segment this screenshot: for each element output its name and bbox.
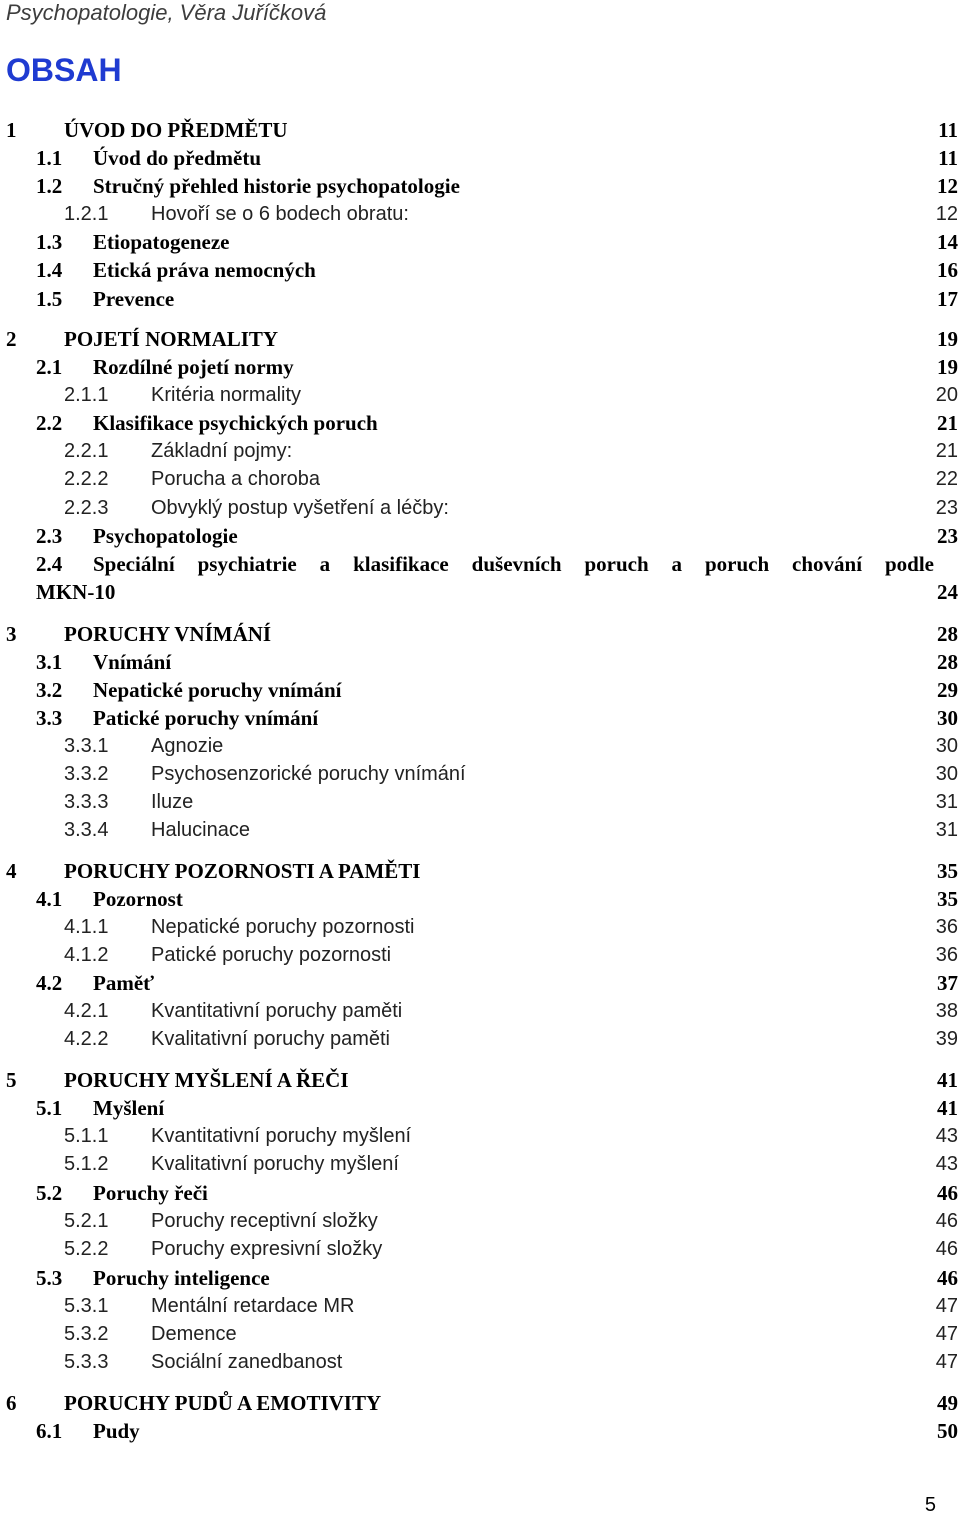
toc-entry bbox=[0, 1066, 960, 1094]
toc-entry-title: Kritéria normality bbox=[151, 384, 302, 406]
toc-entry-page: 47 bbox=[935, 1295, 958, 1317]
toc-entry-title: Demence bbox=[151, 1323, 237, 1345]
toc-entry-number: 3 bbox=[6, 622, 17, 646]
toc-entry-title: Vnímání bbox=[93, 650, 172, 674]
toc-entry-number: 2.2.3 bbox=[64, 497, 109, 519]
toc-entry bbox=[0, 381, 960, 409]
toc-title: OBSAH bbox=[6, 52, 122, 88]
toc-entry-number: 4.2.2 bbox=[64, 1028, 109, 1050]
toc-entry-page: 37 bbox=[937, 971, 958, 995]
toc-entry-number: 6.1 bbox=[36, 1419, 63, 1443]
toc-entry-page: 28 bbox=[937, 650, 958, 674]
toc-entry-page: 43 bbox=[935, 1153, 958, 1175]
toc-entry-number: 6 bbox=[6, 1391, 17, 1415]
toc-entry-page: 16 bbox=[937, 258, 958, 282]
toc-entry bbox=[0, 969, 960, 997]
toc-entry-title: Obvyklý postup vyšetření a léčby: bbox=[151, 497, 449, 519]
toc-entry-title: Kvantitativní poruchy paměti bbox=[151, 1000, 403, 1022]
toc-entry-number: 5.2.1 bbox=[64, 1210, 109, 1232]
toc-entry bbox=[0, 116, 960, 144]
toc-entry-number: 2.1 bbox=[36, 355, 63, 379]
toc-entry-page: 20 bbox=[935, 384, 958, 406]
toc-entry-number: 2.2 bbox=[36, 411, 63, 435]
toc-entry-number: 2.1.1 bbox=[64, 384, 109, 406]
toc-entry-number: 1.2 bbox=[36, 174, 63, 198]
toc-entry-number: 5.1.2 bbox=[64, 1153, 109, 1175]
toc-entry-title: PORUCHY PUDŮ A EMOTIVITY bbox=[64, 1391, 382, 1415]
toc-entry-title: Psychopatologie bbox=[93, 524, 238, 548]
toc-entry-title: Halucinace bbox=[151, 819, 250, 841]
toc-entry bbox=[0, 1264, 960, 1292]
toc-entry-title: PORUCHY VNÍMÁNÍ bbox=[64, 622, 272, 646]
toc-entry-number: 4.1 bbox=[36, 887, 63, 911]
toc-entry-number: 4.1.1 bbox=[64, 916, 109, 938]
toc-entry-page: 23 bbox=[937, 524, 958, 548]
toc-entry-number: 4.2 bbox=[36, 971, 63, 995]
toc-entry bbox=[0, 1320, 960, 1348]
toc-entry bbox=[0, 1122, 960, 1150]
toc-entry bbox=[0, 409, 960, 437]
toc-entry-title: Hovoří se o 6 bodech obratu: bbox=[151, 203, 409, 225]
toc-entry-page: 29 bbox=[937, 678, 958, 702]
toc-entry-number: 5 bbox=[6, 1068, 17, 1092]
toc-entry-page: 46 bbox=[937, 1181, 958, 1205]
toc-entry-title: Rozdílné pojetí normy bbox=[93, 355, 294, 379]
toc-entry-page: 31 bbox=[935, 791, 958, 813]
toc-entry bbox=[0, 1094, 960, 1122]
toc-entry-page: 19 bbox=[937, 355, 958, 379]
toc-entry-page: 43 bbox=[935, 1125, 958, 1147]
toc-entry-title: Klasifikace psychických poruch bbox=[93, 411, 378, 435]
toc-entry bbox=[0, 256, 960, 284]
toc-entry bbox=[0, 1025, 960, 1053]
toc-entry-page: 30 bbox=[935, 763, 958, 785]
toc-entry-title: ÚVOD DO PŘEDMĚTU bbox=[64, 118, 288, 142]
toc-entry bbox=[0, 1292, 960, 1320]
toc-entry-number: 2.4 bbox=[36, 552, 63, 576]
toc-entry-number: 3.2 bbox=[36, 678, 63, 702]
toc-entry-title: Kvalitativní poruchy paměti bbox=[151, 1028, 391, 1050]
toc-entry bbox=[0, 465, 960, 493]
toc-entry-title: Poruchy řeči bbox=[93, 1181, 208, 1205]
toc-entry bbox=[0, 494, 960, 522]
toc-entry-number: 4.2.1 bbox=[64, 1000, 109, 1022]
toc-entry-page: 46 bbox=[935, 1210, 958, 1232]
toc-entry-title: Kvantitativní poruchy myšlení bbox=[151, 1125, 412, 1147]
toc-entry-page: 31 bbox=[935, 819, 958, 841]
toc-entry bbox=[0, 1389, 960, 1417]
running-header: Psychopatologie, Věra Juříčková bbox=[6, 0, 327, 25]
toc-entry-title: Poruchy inteligence bbox=[93, 1266, 270, 1290]
toc-entry-number: 2.2.2 bbox=[64, 468, 109, 490]
toc-entry-page: 30 bbox=[935, 735, 958, 757]
toc-entry-title: Kvalitativní poruchy myšlení bbox=[151, 1153, 399, 1175]
toc-entry-title: Pozornost bbox=[93, 887, 183, 911]
toc-entry-number: 3.3.4 bbox=[64, 819, 109, 841]
toc-entry bbox=[0, 437, 960, 465]
toc-entry-title: Poruchy expresivní složky bbox=[151, 1238, 383, 1260]
toc-entry-number: 5.1 bbox=[36, 1096, 63, 1120]
toc-entry-title: Myšlení bbox=[93, 1096, 165, 1120]
toc-entry-page: 46 bbox=[937, 1266, 958, 1290]
toc-entry-page: 41 bbox=[937, 1068, 958, 1092]
toc-entry-title: Mentální retardace MR bbox=[151, 1295, 355, 1317]
toc-entry-page: 21 bbox=[935, 440, 958, 462]
toc-entry-number: 1.5 bbox=[36, 287, 63, 311]
toc-entry bbox=[0, 704, 960, 732]
toc-entry-page: 23 bbox=[935, 497, 958, 519]
toc-entry-title: Stručný přehled historie psychopatologie bbox=[93, 174, 460, 198]
toc-entry bbox=[0, 325, 960, 353]
toc-entry-title: Speciální psychiatrie a klasifikace duševních poruch a poruch chování podle bbox=[93, 552, 934, 576]
toc-entry-page: 50 bbox=[937, 1419, 958, 1443]
toc-entry-number: 5.3 bbox=[36, 1266, 63, 1290]
toc-entry-title: POJETÍ NORMALITY bbox=[64, 327, 279, 351]
toc-entry-page: 28 bbox=[937, 622, 958, 646]
toc-entry-number: 2 bbox=[6, 327, 17, 351]
toc-entry bbox=[0, 760, 960, 788]
toc-entry-page: 11 bbox=[938, 146, 958, 170]
toc-entry-page: 19 bbox=[937, 327, 958, 351]
toc-entry-page: 49 bbox=[937, 1391, 958, 1415]
toc-entry-title: Agnozie bbox=[151, 735, 224, 757]
toc-entry-number: 5.2 bbox=[36, 1181, 63, 1205]
toc-entry-page: 46 bbox=[935, 1238, 958, 1260]
toc-entry-page: 35 bbox=[937, 887, 958, 911]
toc-entry bbox=[0, 732, 960, 760]
toc-entry-number: 1.4 bbox=[36, 258, 63, 282]
toc-entry-page: 24 bbox=[937, 580, 958, 604]
toc-entry-number: 3.3.3 bbox=[64, 791, 109, 813]
toc-entry-title: Poruchy receptivní složky bbox=[151, 1210, 378, 1232]
toc-entry-page: 47 bbox=[935, 1351, 958, 1373]
toc-entry bbox=[0, 550, 960, 578]
toc-entry-number: 5.3.3 bbox=[64, 1351, 109, 1373]
toc-entry-number: 4.1.2 bbox=[64, 944, 109, 966]
toc-entry bbox=[0, 285, 960, 313]
toc-entry-page: 41 bbox=[937, 1096, 958, 1120]
toc-entry-number: 4 bbox=[6, 859, 17, 883]
toc-entry bbox=[0, 885, 960, 913]
toc-entry-title: Pudy bbox=[93, 1419, 140, 1443]
toc-entry-page: 14 bbox=[937, 230, 958, 254]
toc-entry-title: Psychosenzorické poruchy vnímání bbox=[151, 763, 466, 785]
toc-entry-page: 21 bbox=[937, 411, 958, 435]
toc-entry-continuation bbox=[0, 578, 960, 606]
toc-entry-page: 11 bbox=[938, 118, 958, 142]
toc-entry bbox=[0, 1150, 960, 1178]
toc-entry-title: Základní pojmy: bbox=[151, 440, 293, 462]
toc-entry bbox=[0, 200, 960, 228]
toc-entry-number: 3.3 bbox=[36, 706, 63, 730]
toc-entry bbox=[0, 620, 960, 648]
toc-entry-page: 38 bbox=[935, 1000, 958, 1022]
toc-entry bbox=[0, 1207, 960, 1235]
toc-entry-page: 22 bbox=[935, 468, 958, 490]
toc-entry bbox=[0, 648, 960, 676]
toc-entry-title-continuation: MKN-10 bbox=[36, 580, 116, 604]
toc-entry bbox=[0, 913, 960, 941]
toc-entry-title: PORUCHY MYŠLENÍ A ŘEČI bbox=[64, 1068, 349, 1092]
toc-entry-title: Prevence bbox=[93, 287, 175, 311]
toc-entry-number: 3.3.2 bbox=[64, 763, 109, 785]
page-number: 5 bbox=[924, 1494, 936, 1516]
toc-entry-page: 39 bbox=[935, 1028, 958, 1050]
toc-entry-title: Patické poruchy pozornosti bbox=[151, 944, 392, 966]
toc-entry-number: 5.3.1 bbox=[64, 1295, 109, 1317]
toc-entry bbox=[0, 353, 960, 381]
toc-entry-title: Iluze bbox=[151, 791, 194, 813]
toc-entry-title: Nepatické poruchy pozornosti bbox=[151, 916, 415, 938]
toc-entry bbox=[0, 857, 960, 885]
toc-entry-title: Nepatické poruchy vnímání bbox=[93, 678, 342, 702]
toc-entry-number: 5.2.2 bbox=[64, 1238, 109, 1260]
toc-entry-title: Etiopatogeneze bbox=[93, 230, 230, 254]
toc-entry-page: 17 bbox=[937, 287, 958, 311]
toc-entry bbox=[0, 1348, 960, 1376]
toc-entry-title: Úvod do předmětu bbox=[93, 146, 262, 170]
toc-entry bbox=[0, 1417, 960, 1445]
toc-entry bbox=[0, 228, 960, 256]
toc-entry bbox=[0, 1235, 960, 1263]
toc-entry-page: 36 bbox=[935, 944, 958, 966]
toc-entry-number: 5.1.1 bbox=[64, 1125, 109, 1147]
toc-entry bbox=[0, 522, 960, 550]
toc-entry-number: 1.2.1 bbox=[64, 203, 109, 225]
toc-entry-title: Porucha a choroba bbox=[151, 468, 321, 490]
toc-entry-number: 5.3.2 bbox=[64, 1323, 109, 1345]
toc-entry bbox=[0, 816, 960, 844]
toc-entry-number: 2.3 bbox=[36, 524, 63, 548]
toc-entry-page: 12 bbox=[937, 174, 958, 198]
toc-entry-title: Sociální zanedbanost bbox=[151, 1351, 343, 1373]
toc-entry-page: 12 bbox=[935, 203, 958, 225]
toc-entry bbox=[0, 788, 960, 816]
toc-entry-number: 1 bbox=[6, 118, 17, 142]
toc-entry-number: 2.2.1 bbox=[64, 440, 109, 462]
toc-entry-number: 3.1 bbox=[36, 650, 63, 674]
toc-entry-number: 1.3 bbox=[36, 230, 63, 254]
toc-entry bbox=[0, 144, 960, 172]
toc-entry-page: 36 bbox=[935, 916, 958, 938]
toc-entry bbox=[0, 1179, 960, 1207]
toc-entry-title: Patické poruchy vnímání bbox=[93, 706, 319, 730]
toc-entry-page: 30 bbox=[937, 706, 958, 730]
toc-entry bbox=[0, 997, 960, 1025]
toc-entry-title: PORUCHY POZORNOSTI A PAMĚTI bbox=[64, 859, 421, 883]
toc-entry bbox=[0, 676, 960, 704]
toc-entry-title: Etická práva nemocných bbox=[93, 258, 316, 282]
toc-entry bbox=[0, 172, 960, 200]
toc-entry-title: Paměť bbox=[93, 971, 155, 995]
toc-entry-page: 35 bbox=[937, 859, 958, 883]
toc-entry-page: 47 bbox=[935, 1323, 958, 1345]
toc-entry bbox=[0, 941, 960, 969]
toc-entry-number: 3.3.1 bbox=[64, 735, 109, 757]
toc-entry-number: 1.1 bbox=[36, 146, 63, 170]
